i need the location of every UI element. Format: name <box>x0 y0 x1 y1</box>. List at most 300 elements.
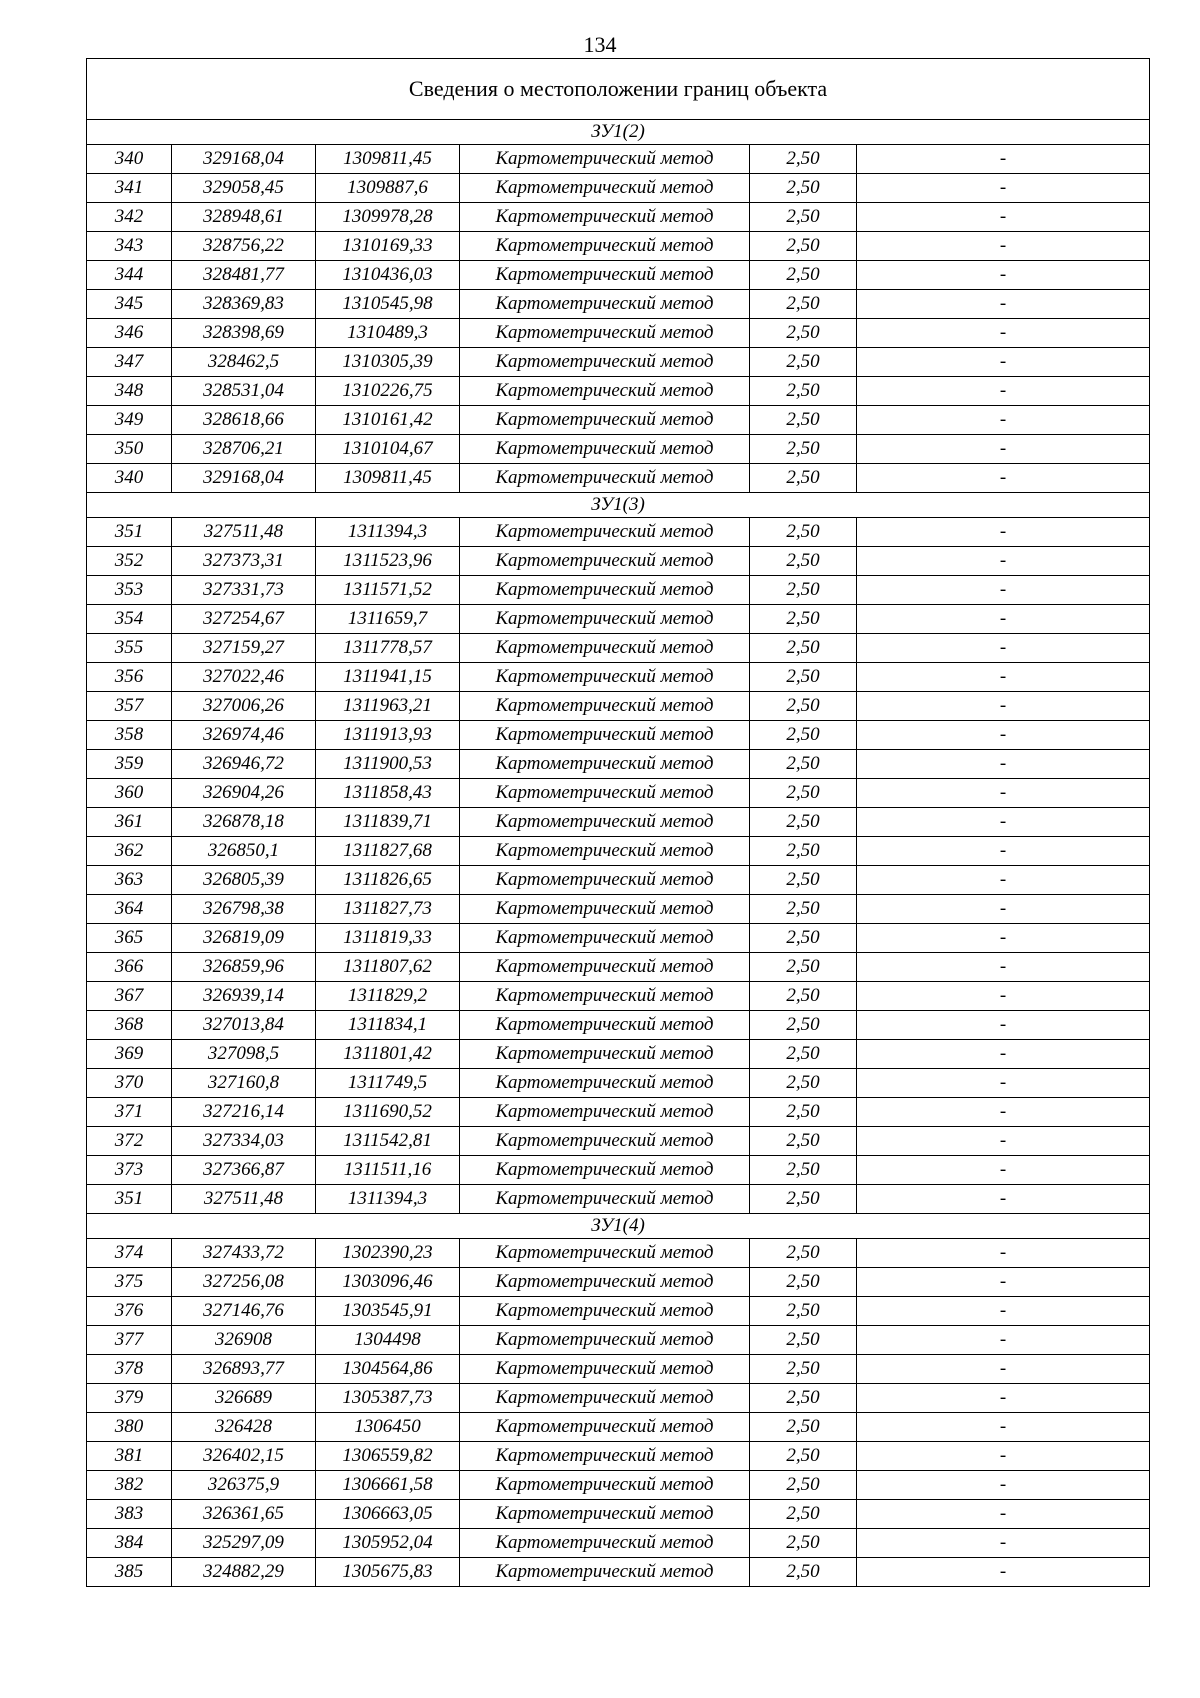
description-cell: - <box>857 1297 1150 1326</box>
accuracy-cell: 2,50 <box>750 1185 857 1214</box>
y-coordinate-cell: 1309887,6 <box>316 174 460 203</box>
x-coordinate-cell: 328618,66 <box>172 406 316 435</box>
y-coordinate-cell: 1306450 <box>316 1413 460 1442</box>
method-cell: Картометрический метод <box>460 634 750 663</box>
method-cell: Картометрический метод <box>460 953 750 982</box>
y-coordinate-cell: 1306559,82 <box>316 1442 460 1471</box>
method-cell: Картометрический метод <box>460 663 750 692</box>
method-cell: Картометрический метод <box>460 435 750 464</box>
method-cell: Картометрический метод <box>460 1069 750 1098</box>
y-coordinate-cell: 1303545,91 <box>316 1297 460 1326</box>
method-cell: Картометрический метод <box>460 1384 750 1413</box>
method-cell: Картометрический метод <box>460 1098 750 1127</box>
description-cell: - <box>857 319 1150 348</box>
x-coordinate-cell: 327022,46 <box>172 663 316 692</box>
y-coordinate-cell: 1310161,42 <box>316 406 460 435</box>
accuracy-cell: 2,50 <box>750 721 857 750</box>
boundary-coordinates-table <box>86 58 1150 1587</box>
table-row <box>87 319 1150 348</box>
description-cell: - <box>857 1069 1150 1098</box>
x-coordinate-cell: 326974,46 <box>172 721 316 750</box>
table-title: Сведения о местоположении границ объекта <box>87 59 1150 120</box>
y-coordinate-cell: 1311900,53 <box>316 750 460 779</box>
method-cell: Картометрический метод <box>460 1442 750 1471</box>
x-coordinate-cell: 326819,09 <box>172 924 316 953</box>
x-coordinate-cell: 326850,1 <box>172 837 316 866</box>
description-cell: - <box>857 518 1150 547</box>
y-coordinate-cell: 1311827,73 <box>316 895 460 924</box>
accuracy-cell: 2,50 <box>750 808 857 837</box>
point-number-cell: 364 <box>87 895 172 924</box>
table-row <box>87 1185 1150 1214</box>
description-cell: - <box>857 1442 1150 1471</box>
method-cell: Картометрический метод <box>460 1040 750 1069</box>
point-number-cell: 359 <box>87 750 172 779</box>
x-coordinate-cell: 326375,9 <box>172 1471 316 1500</box>
y-coordinate-cell: 1310489,3 <box>316 319 460 348</box>
point-number-cell: 341 <box>87 174 172 203</box>
x-coordinate-cell: 329168,04 <box>172 464 316 493</box>
accuracy-cell: 2,50 <box>750 348 857 377</box>
description-cell: - <box>857 348 1150 377</box>
method-cell: Картометрический метод <box>460 895 750 924</box>
point-number-cell: 357 <box>87 692 172 721</box>
y-coordinate-cell: 1311778,57 <box>316 634 460 663</box>
x-coordinate-cell: 327511,48 <box>172 1185 316 1214</box>
y-coordinate-cell: 1309811,45 <box>316 145 460 174</box>
y-coordinate-cell: 1310226,75 <box>316 377 460 406</box>
point-number-cell: 343 <box>87 232 172 261</box>
y-coordinate-cell: 1310104,67 <box>316 435 460 464</box>
point-number-cell: 368 <box>87 1011 172 1040</box>
x-coordinate-cell: 327006,26 <box>172 692 316 721</box>
description-cell: - <box>857 145 1150 174</box>
table-row <box>87 406 1150 435</box>
table-row <box>87 1471 1150 1500</box>
point-number-cell: 374 <box>87 1239 172 1268</box>
method-cell: Картометрический метод <box>460 924 750 953</box>
accuracy-cell: 2,50 <box>750 145 857 174</box>
y-coordinate-cell: 1311913,93 <box>316 721 460 750</box>
point-number-cell: 375 <box>87 1268 172 1297</box>
x-coordinate-cell: 328948,61 <box>172 203 316 232</box>
x-coordinate-cell: 327433,72 <box>172 1239 316 1268</box>
section-header-row <box>87 493 1150 518</box>
table-row <box>87 547 1150 576</box>
method-cell: Картометрический метод <box>460 837 750 866</box>
accuracy-cell: 2,50 <box>750 895 857 924</box>
table-row <box>87 1355 1150 1384</box>
section-header-row <box>87 1214 1150 1239</box>
description-cell: - <box>857 406 1150 435</box>
point-number-cell: 366 <box>87 953 172 982</box>
table-row <box>87 232 1150 261</box>
method-cell: Картометрический метод <box>460 1413 750 1442</box>
description-cell: - <box>857 174 1150 203</box>
accuracy-cell: 2,50 <box>750 692 857 721</box>
y-coordinate-cell: 1311523,96 <box>316 547 460 576</box>
point-number-cell: 340 <box>87 145 172 174</box>
point-number-cell: 377 <box>87 1326 172 1355</box>
y-coordinate-cell: 1306663,05 <box>316 1500 460 1529</box>
y-coordinate-cell: 1311826,65 <box>316 866 460 895</box>
table-row <box>87 348 1150 377</box>
table-row <box>87 750 1150 779</box>
method-cell: Картометрический метод <box>460 1239 750 1268</box>
method-cell: Картометрический метод <box>460 1185 750 1214</box>
x-coordinate-cell: 329058,45 <box>172 174 316 203</box>
description-cell: - <box>857 203 1150 232</box>
table-row <box>87 924 1150 953</box>
point-number-cell: 372 <box>87 1127 172 1156</box>
x-coordinate-cell: 328706,21 <box>172 435 316 464</box>
description-cell: - <box>857 692 1150 721</box>
x-coordinate-cell: 328369,83 <box>172 290 316 319</box>
x-coordinate-cell: 328398,69 <box>172 319 316 348</box>
point-number-cell: 383 <box>87 1500 172 1529</box>
method-cell: Картометрический метод <box>460 1558 750 1587</box>
y-coordinate-cell: 1310545,98 <box>316 290 460 319</box>
accuracy-cell: 2,50 <box>750 982 857 1011</box>
description-cell: - <box>857 1558 1150 1587</box>
table-row <box>87 1040 1150 1069</box>
x-coordinate-cell: 326893,77 <box>172 1355 316 1384</box>
method-cell: Картометрический метод <box>460 1529 750 1558</box>
section-label: ЗУ1(3) <box>87 493 1150 518</box>
description-cell: - <box>857 750 1150 779</box>
method-cell: Картометрический метод <box>460 547 750 576</box>
accuracy-cell: 2,50 <box>750 663 857 692</box>
description-cell: - <box>857 895 1150 924</box>
accuracy-cell: 2,50 <box>750 1069 857 1098</box>
accuracy-cell: 2,50 <box>750 174 857 203</box>
y-coordinate-cell: 1305952,04 <box>316 1529 460 1558</box>
table-row <box>87 779 1150 808</box>
description-cell: - <box>857 605 1150 634</box>
accuracy-cell: 2,50 <box>750 1011 857 1040</box>
point-number-cell: 344 <box>87 261 172 290</box>
y-coordinate-cell: 1311858,43 <box>316 779 460 808</box>
accuracy-cell: 2,50 <box>750 406 857 435</box>
table-row <box>87 145 1150 174</box>
point-number-cell: 362 <box>87 837 172 866</box>
method-cell: Картометрический метод <box>460 518 750 547</box>
table-row <box>87 953 1150 982</box>
table-row <box>87 1558 1150 1587</box>
table-row <box>87 377 1150 406</box>
table-row <box>87 663 1150 692</box>
y-coordinate-cell: 1310305,39 <box>316 348 460 377</box>
method-cell: Картометрический метод <box>460 866 750 895</box>
point-number-cell: 378 <box>87 1355 172 1384</box>
description-cell: - <box>857 1268 1150 1297</box>
table-row <box>87 518 1150 547</box>
point-number-cell: 347 <box>87 348 172 377</box>
point-number-cell: 358 <box>87 721 172 750</box>
description-cell: - <box>857 290 1150 319</box>
description-cell: - <box>857 1040 1150 1069</box>
accuracy-cell: 2,50 <box>750 779 857 808</box>
section-label: ЗУ1(2) <box>87 120 1150 145</box>
description-cell: - <box>857 866 1150 895</box>
point-number-cell: 380 <box>87 1413 172 1442</box>
y-coordinate-cell: 1310169,33 <box>316 232 460 261</box>
y-coordinate-cell: 1311829,2 <box>316 982 460 1011</box>
x-coordinate-cell: 325297,09 <box>172 1529 316 1558</box>
table-row <box>87 692 1150 721</box>
description-cell: - <box>857 261 1150 290</box>
accuracy-cell: 2,50 <box>750 1040 857 1069</box>
description-cell: - <box>857 1413 1150 1442</box>
y-coordinate-cell: 1311827,68 <box>316 837 460 866</box>
y-coordinate-cell: 1311659,7 <box>316 605 460 634</box>
table-row <box>87 1098 1150 1127</box>
point-number-cell: 363 <box>87 866 172 895</box>
table-row <box>87 290 1150 319</box>
accuracy-cell: 2,50 <box>750 1098 857 1127</box>
method-cell: Картометрический метод <box>460 232 750 261</box>
accuracy-cell: 2,50 <box>750 634 857 663</box>
description-cell: - <box>857 232 1150 261</box>
x-coordinate-cell: 326908 <box>172 1326 316 1355</box>
point-number-cell: 355 <box>87 634 172 663</box>
point-number-cell: 340 <box>87 464 172 493</box>
accuracy-cell: 2,50 <box>750 750 857 779</box>
accuracy-cell: 2,50 <box>750 1413 857 1442</box>
accuracy-cell: 2,50 <box>750 1268 857 1297</box>
x-coordinate-cell: 326361,65 <box>172 1500 316 1529</box>
method-cell: Картометрический метод <box>460 1127 750 1156</box>
table-row <box>87 1069 1150 1098</box>
accuracy-cell: 2,50 <box>750 1239 857 1268</box>
accuracy-cell: 2,50 <box>750 1442 857 1471</box>
table-row <box>87 1442 1150 1471</box>
method-cell: Картометрический метод <box>460 1355 750 1384</box>
method-cell: Картометрический метод <box>460 1326 750 1355</box>
method-cell: Картометрический метод <box>460 605 750 634</box>
table-row <box>87 866 1150 895</box>
method-cell: Картометрический метод <box>460 576 750 605</box>
point-number-cell: 348 <box>87 377 172 406</box>
method-cell: Картометрический метод <box>460 348 750 377</box>
accuracy-cell: 2,50 <box>750 1500 857 1529</box>
accuracy-cell: 2,50 <box>750 866 857 895</box>
description-cell: - <box>857 435 1150 464</box>
point-number-cell: 384 <box>87 1529 172 1558</box>
method-cell: Картометрический метод <box>460 982 750 1011</box>
method-cell: Картометрический метод <box>460 750 750 779</box>
table-row <box>87 1529 1150 1558</box>
accuracy-cell: 2,50 <box>750 1156 857 1185</box>
description-cell: - <box>857 1529 1150 1558</box>
x-coordinate-cell: 327256,08 <box>172 1268 316 1297</box>
accuracy-cell: 2,50 <box>750 576 857 605</box>
table-row <box>87 895 1150 924</box>
x-coordinate-cell: 328531,04 <box>172 377 316 406</box>
x-coordinate-cell: 327511,48 <box>172 518 316 547</box>
table-row <box>87 721 1150 750</box>
x-coordinate-cell: 327098,5 <box>172 1040 316 1069</box>
description-cell: - <box>857 837 1150 866</box>
y-coordinate-cell: 1304498 <box>316 1326 460 1355</box>
x-coordinate-cell: 327331,73 <box>172 576 316 605</box>
x-coordinate-cell: 326946,72 <box>172 750 316 779</box>
point-number-cell: 367 <box>87 982 172 1011</box>
method-cell: Картометрический метод <box>460 1268 750 1297</box>
point-number-cell: 353 <box>87 576 172 605</box>
description-cell: - <box>857 1185 1150 1214</box>
table-row <box>87 1156 1150 1185</box>
accuracy-cell: 2,50 <box>750 837 857 866</box>
section-header-row <box>87 120 1150 145</box>
y-coordinate-cell: 1304564,86 <box>316 1355 460 1384</box>
point-number-cell: 373 <box>87 1156 172 1185</box>
y-coordinate-cell: 1303096,46 <box>316 1268 460 1297</box>
point-number-cell: 346 <box>87 319 172 348</box>
description-cell: - <box>857 1355 1150 1384</box>
x-coordinate-cell: 326689 <box>172 1384 316 1413</box>
method-cell: Картометрический метод <box>460 721 750 750</box>
accuracy-cell: 2,50 <box>750 377 857 406</box>
accuracy-cell: 2,50 <box>750 1471 857 1500</box>
method-cell: Картометрический метод <box>460 692 750 721</box>
point-number-cell: 361 <box>87 808 172 837</box>
y-coordinate-cell: 1311571,52 <box>316 576 460 605</box>
accuracy-cell: 2,50 <box>750 1127 857 1156</box>
y-coordinate-cell: 1311834,1 <box>316 1011 460 1040</box>
point-number-cell: 354 <box>87 605 172 634</box>
x-coordinate-cell: 326939,14 <box>172 982 316 1011</box>
y-coordinate-cell: 1311801,42 <box>316 1040 460 1069</box>
y-coordinate-cell: 1311511,16 <box>316 1156 460 1185</box>
method-cell: Картометрический метод <box>460 464 750 493</box>
y-coordinate-cell: 1305675,83 <box>316 1558 460 1587</box>
y-coordinate-cell: 1311690,52 <box>316 1098 460 1127</box>
method-cell: Картометрический метод <box>460 145 750 174</box>
description-cell: - <box>857 1098 1150 1127</box>
accuracy-cell: 2,50 <box>750 319 857 348</box>
method-cell: Картометрический метод <box>460 203 750 232</box>
method-cell: Картометрический метод <box>460 1500 750 1529</box>
y-coordinate-cell: 1311394,3 <box>316 518 460 547</box>
x-coordinate-cell: 326428 <box>172 1413 316 1442</box>
description-cell: - <box>857 663 1150 692</box>
table-row <box>87 174 1150 203</box>
x-coordinate-cell: 327159,27 <box>172 634 316 663</box>
accuracy-cell: 2,50 <box>750 1384 857 1413</box>
description-cell: - <box>857 547 1150 576</box>
method-cell: Картометрический метод <box>460 1471 750 1500</box>
x-coordinate-cell: 326798,38 <box>172 895 316 924</box>
y-coordinate-cell: 1311839,71 <box>316 808 460 837</box>
point-number-cell: 369 <box>87 1040 172 1069</box>
table-row <box>87 1500 1150 1529</box>
y-coordinate-cell: 1311542,81 <box>316 1127 460 1156</box>
description-cell: - <box>857 1011 1150 1040</box>
y-coordinate-cell: 1310436,03 <box>316 261 460 290</box>
description-cell: - <box>857 464 1150 493</box>
accuracy-cell: 2,50 <box>750 1326 857 1355</box>
method-cell: Картометрический метод <box>460 779 750 808</box>
table-row <box>87 837 1150 866</box>
description-cell: - <box>857 1156 1150 1185</box>
point-number-cell: 350 <box>87 435 172 464</box>
x-coordinate-cell: 328462,5 <box>172 348 316 377</box>
point-number-cell: 385 <box>87 1558 172 1587</box>
table-body <box>87 59 1150 1587</box>
table-row <box>87 261 1150 290</box>
point-number-cell: 360 <box>87 779 172 808</box>
accuracy-cell: 2,50 <box>750 1529 857 1558</box>
description-cell: - <box>857 779 1150 808</box>
y-coordinate-cell: 1309978,28 <box>316 203 460 232</box>
table-row <box>87 203 1150 232</box>
table-row <box>87 1326 1150 1355</box>
description-cell: - <box>857 634 1150 663</box>
method-cell: Картометрический метод <box>460 1297 750 1326</box>
section-label: ЗУ1(4) <box>87 1214 1150 1239</box>
point-number-cell: 352 <box>87 547 172 576</box>
point-number-cell: 351 <box>87 518 172 547</box>
accuracy-cell: 2,50 <box>750 1297 857 1326</box>
table-row <box>87 605 1150 634</box>
accuracy-cell: 2,50 <box>750 203 857 232</box>
accuracy-cell: 2,50 <box>750 261 857 290</box>
method-cell: Картометрический метод <box>460 1011 750 1040</box>
accuracy-cell: 2,50 <box>750 547 857 576</box>
x-coordinate-cell: 326878,18 <box>172 808 316 837</box>
table-row <box>87 634 1150 663</box>
point-number-cell: 349 <box>87 406 172 435</box>
x-coordinate-cell: 327013,84 <box>172 1011 316 1040</box>
accuracy-cell: 2,50 <box>750 435 857 464</box>
table-row <box>87 1297 1150 1326</box>
table-row <box>87 1384 1150 1413</box>
method-cell: Картометрический метод <box>460 377 750 406</box>
accuracy-cell: 2,50 <box>750 605 857 634</box>
accuracy-cell: 2,50 <box>750 953 857 982</box>
point-number-cell: 370 <box>87 1069 172 1098</box>
description-cell: - <box>857 721 1150 750</box>
y-coordinate-cell: 1311394,3 <box>316 1185 460 1214</box>
description-cell: - <box>857 982 1150 1011</box>
point-number-cell: 356 <box>87 663 172 692</box>
point-number-cell: 376 <box>87 1297 172 1326</box>
y-coordinate-cell: 1311749,5 <box>316 1069 460 1098</box>
description-cell: - <box>857 1326 1150 1355</box>
x-coordinate-cell: 328481,77 <box>172 261 316 290</box>
x-coordinate-cell: 326402,15 <box>172 1442 316 1471</box>
description-cell: - <box>857 1471 1150 1500</box>
point-number-cell: 371 <box>87 1098 172 1127</box>
accuracy-cell: 2,50 <box>750 464 857 493</box>
x-coordinate-cell: 326859,96 <box>172 953 316 982</box>
description-cell: - <box>857 808 1150 837</box>
table-row <box>87 1127 1150 1156</box>
table-row <box>87 435 1150 464</box>
x-coordinate-cell: 327254,67 <box>172 605 316 634</box>
point-number-cell: 351 <box>87 1185 172 1214</box>
method-cell: Картометрический метод <box>460 261 750 290</box>
table-row <box>87 808 1150 837</box>
point-number-cell: 365 <box>87 924 172 953</box>
accuracy-cell: 2,50 <box>750 1355 857 1384</box>
method-cell: Картометрический метод <box>460 808 750 837</box>
point-number-cell: 381 <box>87 1442 172 1471</box>
point-number-cell: 345 <box>87 290 172 319</box>
x-coordinate-cell: 327216,14 <box>172 1098 316 1127</box>
description-cell: - <box>857 1239 1150 1268</box>
